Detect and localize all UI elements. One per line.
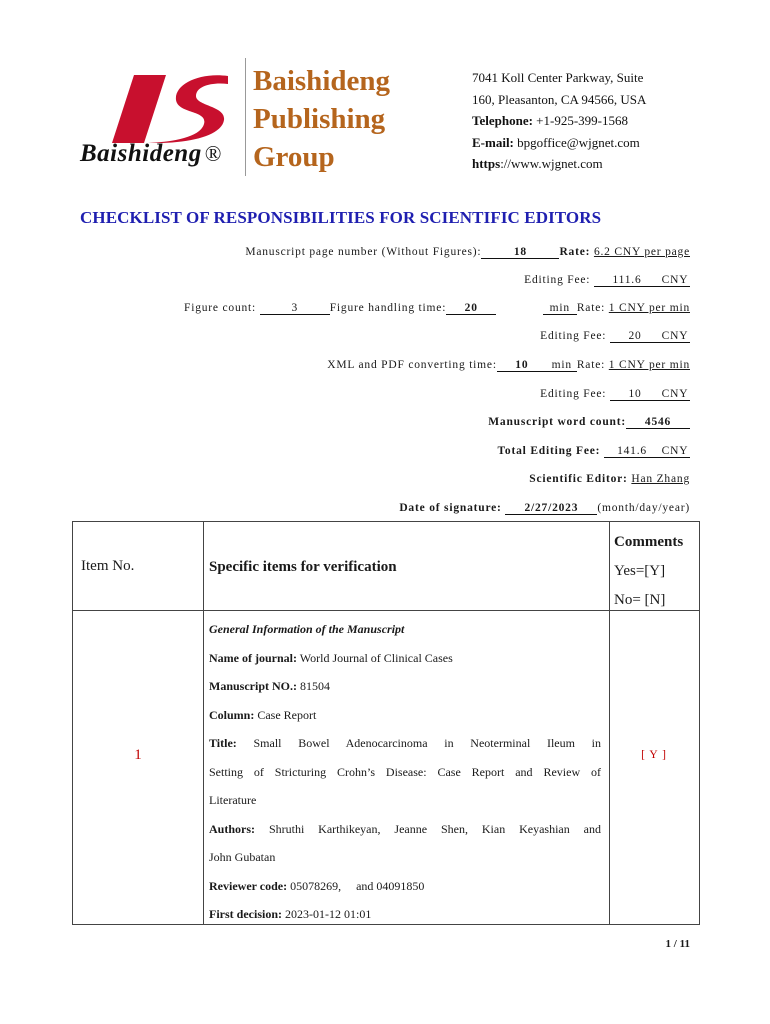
figure-count-line: Figure count: 3 Figure handling time: 20	[184, 302, 496, 315]
figure-fee-line: Editing Fee: 20 CNY	[540, 330, 689, 342]
address-line: 7041 Koll Center Parkway, Suite	[472, 70, 644, 85]
contact-block	[472, 67, 646, 175]
xml-fee-line: Editing Fee: 10 CNY	[540, 388, 689, 400]
checklist-table	[72, 521, 700, 925]
word-count-line: Manuscript word count: 4546	[488, 416, 690, 429]
brand-name: Baishideng Publishing Group	[253, 65, 390, 173]
address-line: 160, Pleasanton, CA 94566, USA	[472, 91, 647, 107]
total-fee-line: Total Editing Fee: 141.6 CNY	[497, 445, 689, 457]
signature-date-line: Date of signature: 2/27/2023 (month/day/year)	[399, 502, 690, 514]
scientific-editor-line: Scientific Editor: Han Zhang	[529, 473, 690, 485]
table-row	[73, 611, 699, 925]
column-specific-items: Specific items for verification	[209, 559, 397, 575]
column-item-no: Item No.	[81, 558, 135, 574]
document-title: CHECKLIST OF RESPONSIBILITIES FOR SCIENTIFIC EDITORS	[80, 208, 602, 227]
website: https://www.wjgnet.com	[472, 156, 603, 171]
logo-wordmark: Baishideng ®	[80, 140, 222, 167]
logo-divider	[245, 58, 246, 176]
publisher-logo-icon	[104, 70, 234, 148]
item-number: 1	[134, 747, 142, 763]
section-heading: General Information of the Manuscript	[209, 622, 405, 636]
email: E-mail: bpgoffice@wjgnet.com	[472, 134, 640, 150]
table-header-row	[73, 522, 699, 611]
verification-mark: [ Y ]	[641, 749, 667, 761]
telephone: Telephone: +1-925-399-1568	[472, 113, 628, 128]
page-count-line: Manuscript page number (Without Figures): 18 Rate: 6.2 CNY per page	[245, 246, 690, 258]
page-number: 1 / 11	[665, 938, 690, 950]
column-comments: Comments Yes=[Y] No= [N]	[614, 534, 684, 608]
figure-rate-line: min Rate: 1 CNY per min	[543, 302, 690, 315]
xml-line: XML and PDF converting time: 10 min Rate: 1 CNY per min	[327, 359, 690, 371]
page-fee-line: Editing Fee: 111.6 CNY	[524, 274, 689, 286]
verification-items: General Information of the Manuscript Name of journal: World Journal of Clinical Cases Manuscript NO.: 81504 Column: Case Report Title: Small Bowel Adenocarcinoma in Neoterminal Ileum in Setting of Stricturing Crohn’s Disease: Case Report and Review of Literature Authors: Shruthi Karthikeyan, Jeanne Shen, Kian Keyashian and John Gubatan Reviewer code: 05078269, and 04091850 First decision: 2023-01-12 01:01	[209, 622, 602, 921]
